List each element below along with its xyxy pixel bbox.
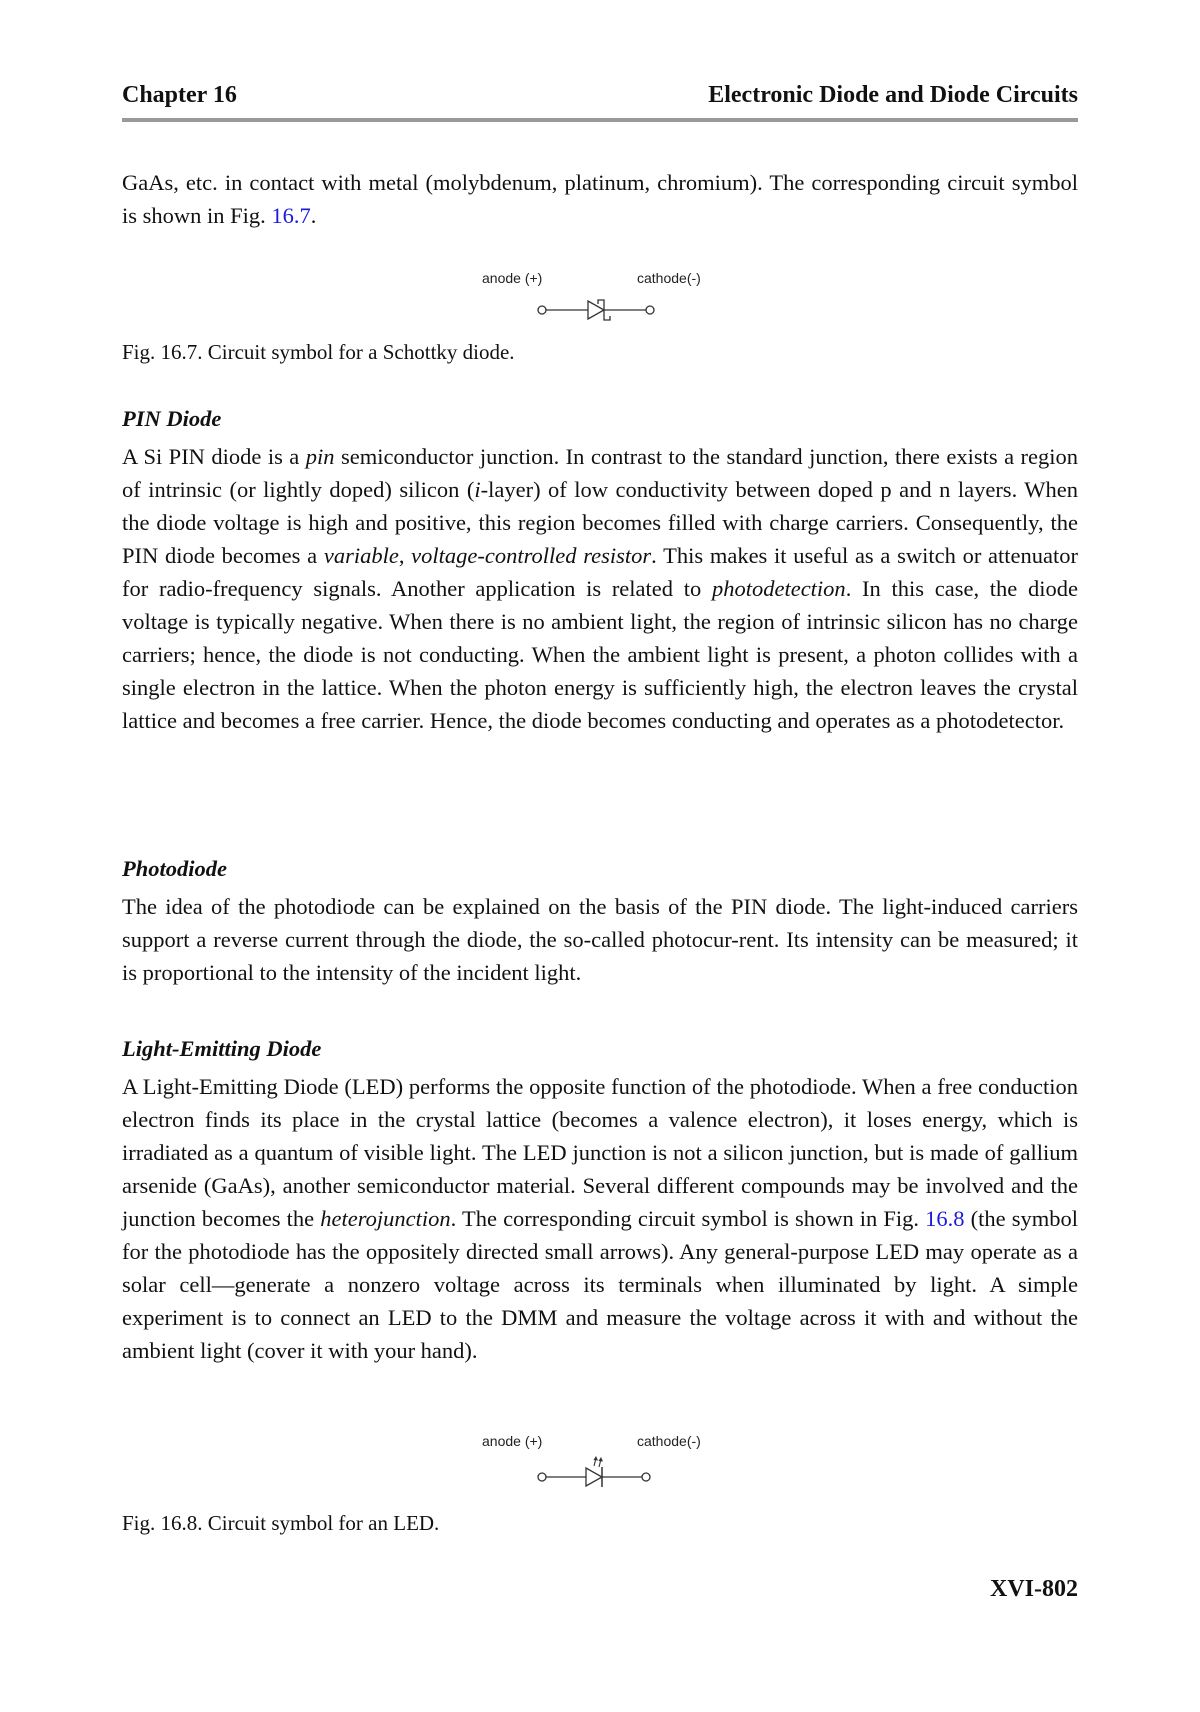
chapter-title: Electronic Diode and Diode Circuits <box>708 82 1078 108</box>
chapter-label: Chapter 16 <box>122 82 237 108</box>
led-paragraph <box>122 1070 1078 1367</box>
anode-label: anode (+) <box>482 1433 543 1449</box>
pin-italic-1: pin <box>305 444 335 469</box>
pin-diode-paragraph <box>122 440 1078 737</box>
intro-text: GaAs, etc. in contact with metal (molybdenum, platinum, chromium). The corresponding circuit symbol is shown in Fig. <box>122 170 1078 228</box>
figure-16-8-link[interactable]: 16.8 <box>925 1206 965 1231</box>
page-number: XVI-802 <box>990 1576 1078 1602</box>
pin-diode-heading: PIN Diode <box>122 406 222 431</box>
schottky-diode-symbol <box>470 270 740 340</box>
intro-paragraph <box>122 166 1078 232</box>
cathode-label: cathode(-) <box>637 270 701 286</box>
figure-16-7-caption: Fig. 16.7. Circuit symbol for a Schottky diode. <box>122 340 515 364</box>
led-italic-1: heterojunction <box>320 1206 451 1231</box>
pin-italic-4: voltage-controlled resistor <box>411 543 652 568</box>
figure-16-7-link[interactable]: 16.7 <box>271 203 311 228</box>
intro-text-end: . <box>310 203 317 228</box>
pin-italic-3: variable <box>323 543 399 568</box>
pin-text-2: semiconductor junction. In contrast to the standard junction, there exists a region of intrinsic (or lightly doped) silicon ( <box>122 444 1078 502</box>
cathode-label: cathode(-) <box>637 1433 701 1449</box>
anode-label: anode (+) <box>482 270 543 286</box>
led-text-2: . The corresponding circuit symbol is shown in Fig. <box>450 1206 926 1231</box>
photodiode-paragraph: The idea of the photodiode can be explained on the basis of the PIN diode. The light-induced carriers support a reverse current through the diode, the so-called photocur-rent. Its intensity can be measured; it is proportional to the intensity of the incident light. <box>122 894 1078 985</box>
pin-text-4: , <box>398 543 412 568</box>
led-text-1: A Light-Emitting Diode (LED) performs the opposite function of the photodiode. When a free conduction electron finds its place in the crystal lattice (becomes a valence electron), it loses energy, which is irradiated as a quantum of visible light. The LED junction is not a silicon junction, but is made of gallium arsenide (GaAs), another semiconductor material. Several different compounds may be involved and the junction becomes the <box>122 1074 1078 1231</box>
pin-text-3: -layer) of low conductivity between doped p and n layers. When the diode voltage is high and positive, this region becomes filled with charge carriers. Consequently, the PIN diode becomes a <box>122 477 1078 568</box>
led-heading: Light-Emitting Diode <box>122 1036 322 1061</box>
pin-italic-2: i <box>474 477 481 502</box>
pin-text-5: . This makes it useful as a switch or attenuator for radio-frequency signals. Another application is related to <box>122 543 1078 601</box>
pin-text-6: . In this case, the diode voltage is typically negative. When there is no ambient light, the region of intrinsic silicon has no charge carriers; hence, the diode is not conducting. When the ambient light is present, a photon collides with a single electron in the lattice. When the photon energy is sufficiently high, the electron leaves the crystal lattice and becomes a free carrier. Hence, the diode becomes conducting and operates as a photodetector. <box>122 576 1078 733</box>
led-diode-icon <box>470 1455 740 1495</box>
page-header <box>122 80 1078 122</box>
pin-text-1: A Si PIN diode is a <box>122 444 306 469</box>
pin-italic-5: photodetection <box>711 576 846 601</box>
led-text-3: (the symbol for the photodiode has the oppositely directed small arrows). Any general-purpose LED may operate as a solar cell—generate a nonzero voltage across its terminals when illuminated by light. A simple experiment is to connect an LED to the DMM and measure the voltage across it with and without the ambient light (cover it with your hand). <box>122 1206 1078 1363</box>
figure-16-8-caption: Fig. 16.8. Circuit symbol for an LED. <box>122 1511 440 1535</box>
schottky-diode-icon <box>470 292 740 332</box>
led-symbol <box>470 1433 740 1503</box>
photodiode-heading: Photodiode <box>122 856 227 881</box>
